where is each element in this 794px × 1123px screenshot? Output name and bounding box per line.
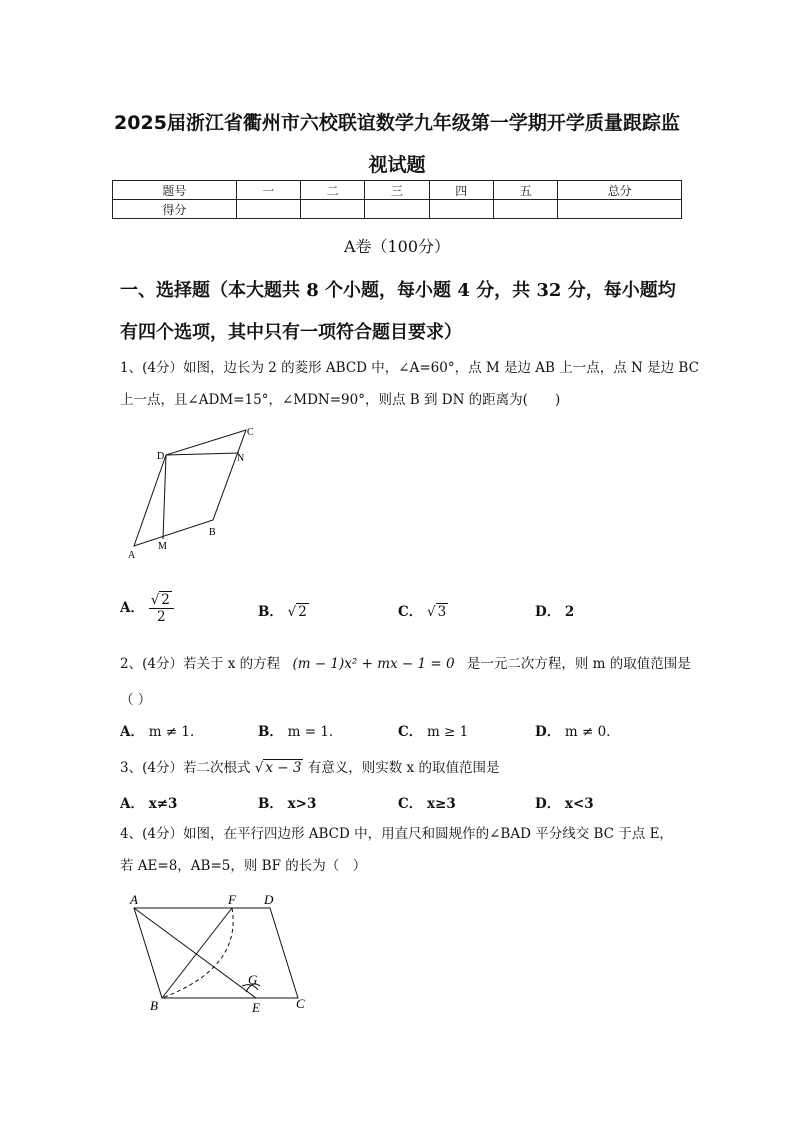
score-row-label: 得分 [113,200,237,219]
q2-option-d-value: m ≠ 0． [564,724,620,740]
score-table-score-row [113,200,682,219]
label-c: C [247,427,254,438]
q3-option-b-label: B． [258,796,283,812]
label-e: E [252,1000,260,1015]
q1-text-line1: 1、(4分）如图，边长为 2 的菱形 ABCD 中，∠A=60°，点 M 是边 AB 上一点，点 N 是边 BC [120,360,699,376]
q1-option-b[interactable]: B． √ 2 [258,604,307,620]
q1-option-a-label: A． [120,600,144,616]
label-m: M [158,541,167,552]
doc-title-line1: 2025届浙江省衢州市六校联谊数学九年级第一学期开学质量跟踪监 [114,112,680,134]
segment-ae [134,908,256,998]
q4-text-line1: 4、(4分）如图，在平行四边形 ABCD 中，用直尺和圆规作的∠BAD 平分线交 BC 于点 E， [120,826,673,842]
score-table-header-cell: 总分 [558,181,682,200]
score-table-header-row [113,181,682,200]
q2-option-c-value: m ≥ 1 [426,724,469,740]
score-table-header-cell: 题号 [113,181,237,200]
q2-prefix: 2、(4分）若关于 x 的方程 [120,656,281,672]
q2-option-b[interactable] [258,720,342,740]
q4-text-line2: 若 AE=8，AB=5，则 BF 的长为（ ） [120,858,367,874]
q1-option-a-fraction: $\frac{√ 2}{2}$ [149,592,174,625]
label-g: G [248,972,258,987]
segment-bf [162,908,232,998]
q3-option-c[interactable] [398,792,456,812]
doc-title-line2: 视试题 [368,154,426,176]
section1-heading-line2: 有四个选项，其中只有一项符合题目要求） [120,322,462,343]
q1-option-c[interactable]: C． √ 3 [398,604,447,620]
q2-option-b-value: m = 1． [287,724,343,740]
q1-option-c-label: C． [398,604,423,620]
q3-option-b[interactable] [258,792,316,812]
q2-option-d[interactable] [535,720,620,740]
q1-option-c-radicand: 3 [437,604,447,620]
score-table-header-cell: 二 [300,181,364,200]
q2-option-a-value: m ≠ 1． [148,724,204,740]
score-table-header-cell: 一 [236,181,300,200]
score-table-header-cell: 三 [365,181,429,200]
segment-dm [163,455,166,539]
label-d: D [157,451,165,462]
score-cell [493,200,557,219]
score-table [112,180,682,219]
q3-option-d-value: x<3 [564,796,594,812]
q1-text-line2: 上一点，且∠ADM=15°，∠MDN=90°，则点 B 到 DN 的距离为( ) [120,392,561,408]
section-a-heading: A卷（100分） [343,237,451,256]
segment-dn [166,453,239,455]
label-b: B [150,998,158,1013]
score-cell [236,200,300,219]
q2-text-line2: （ ） [120,692,152,708]
rhombus-outline [134,430,246,546]
q2-option-c-label: C． [398,724,423,740]
q3-option-a-value: x≠3 [148,796,178,812]
q2-option-d-label: D． [535,724,561,740]
q3-prefix: 3、(4分）若二次根式 [120,760,251,776]
q3-option-c-value: x≥3 [426,796,456,812]
q3-option-a-label: A． [120,796,144,812]
q2-option-b-label: B． [258,724,283,740]
q2-equation: (m − 1)x² + mx − 1 = 0 [292,656,455,672]
score-table-header-cell: 五 [493,181,557,200]
q1-option-a-numerator: 2 [161,592,170,608]
q1-rhombus-figure [128,422,264,562]
label-a: A [130,892,138,907]
label-c: C [296,996,305,1011]
q3-suffix: 有意义，则实数 x 的取值范围是 [307,760,500,776]
q3-option-a[interactable] [120,792,177,812]
q2-option-a-label: A． [120,724,144,740]
score-cell [365,200,429,219]
q3-text-line1: 3、(4分）若二次根式 √ x − 3 有意义，则实数 x 的取值范围是 [120,760,500,776]
q1-option-d-label: D． [535,604,561,620]
q1-option-d[interactable] [535,600,574,620]
label-n: N [237,453,245,464]
q3-radicand: x − 3 [265,760,302,776]
q1-option-a[interactable] [120,592,174,625]
q3-option-d-label: D． [535,796,561,812]
q2-suffix: 是一元二次方程，则 m 的取值范围是 [466,656,691,672]
q3-option-c-label: C． [398,796,423,812]
q2-option-a[interactable] [120,720,203,740]
score-table-header-cell: 四 [429,181,493,200]
q1-option-d-value: 2 [564,604,575,620]
q2-option-c[interactable] [398,720,468,740]
score-cell [429,200,493,219]
q1-option-b-radicand: 2 [298,604,307,620]
q3-option-d[interactable] [535,792,594,812]
q4-parallelogram-figure [124,888,320,1020]
q3-option-b-value: x>3 [287,796,317,812]
q1-option-a-denominator: 2 [156,609,166,625]
q2-text-line1 [120,652,691,672]
score-cell [300,200,364,219]
label-b: B [209,527,216,538]
score-cell [558,200,682,219]
parallelogram-outline [134,908,298,998]
q1-option-b-label: B． [258,604,283,620]
label-a: A [128,550,136,561]
section1-heading-line1: 一、选择题（本大题共 8 个小题，每小题 4 分，共 32 分，每小题均 [120,280,676,301]
label-f: F [228,892,236,907]
label-d: D [264,892,274,907]
